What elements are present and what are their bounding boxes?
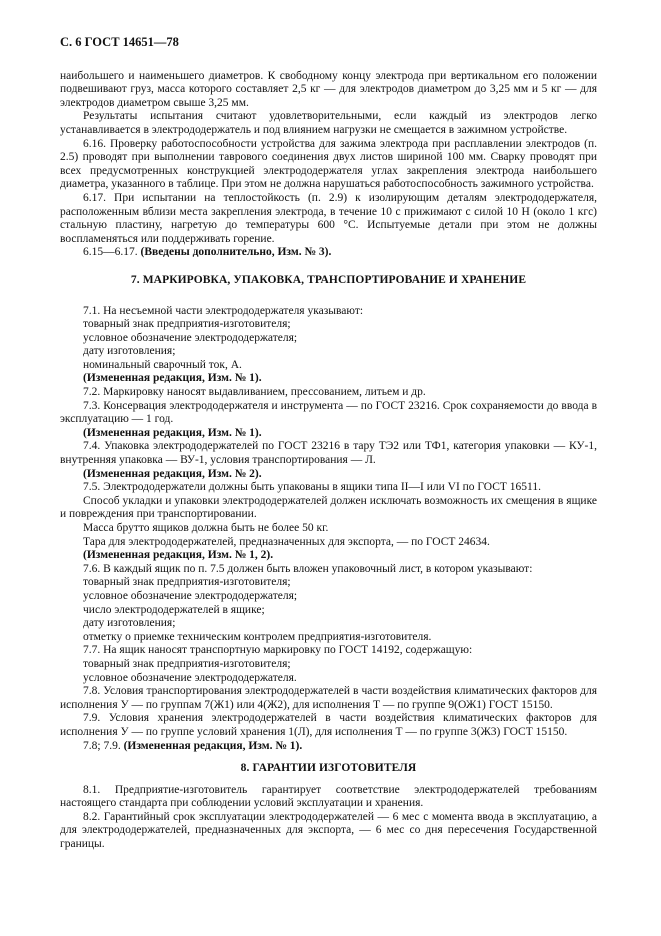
- list-item: товарный знак предприятия-изготовителя;: [83, 318, 291, 331]
- document-page: [60, 36, 597, 852]
- amendment-note: (Измененная редакция, Изм. № 1, 2).: [83, 549, 274, 562]
- list-item: дату изготовления;: [83, 345, 176, 358]
- amendment-note: (Измененная редакция, Изм. № 1).: [83, 372, 262, 385]
- page-header: С. 6 ГОСТ 14651—78: [60, 35, 179, 49]
- section-8-title: 8. ГАРАНТИИ ИЗГОТОВИТЕЛЯ: [240, 762, 417, 775]
- clause-ref: 6.15—6.17.: [83, 246, 141, 259]
- paragraph-7-4: 7.4. Упаковка электрододержателей по ГОСТ 23216 в тару ТЭ2 или ТФ1, категория упаковки — КУ-1, внутренняя упаковка — ВУ-1, условия транспортирования — Л.: [60, 440, 597, 467]
- paragraph-6-17: 6.17. При испытании на теплостойкость (п. 2.9) к изолирующим деталям электрододержателя, расположенным вблизи места закрепления электрода, в течение 10 с прижимают с силой 10 Н (около 1 кгс) стальную пластину, нагретую до температуры 600 °С. Испытуемые детали при этом не должны воспламеняться или поддерживать горение.: [60, 191, 597, 245]
- list-item: товарный знак предприятия-изготовителя;: [83, 657, 291, 670]
- paragraph-7-1: 7.1. На несъемной части электрододержателя указывают:: [83, 304, 364, 317]
- paragraph-7-8-7-9: [60, 740, 597, 754]
- list-item: число электрододержателей в ящике;: [83, 603, 265, 616]
- section-7-title: 7. МАРКИРОВКА, УПАКОВКА, ТРАНСПОРТИРОВАНИЕ И ХРАНЕНИЕ: [130, 273, 527, 286]
- amendment-note: (Измененная редакция, Изм. № 1).: [83, 426, 262, 439]
- paragraph-8-2: 8.2. Гарантийный срок эксплуатации электрододержателей — 6 мес с момента ввода в эксплуатацию, а для электрододержателей, предназначенных для экспорта, — 6 мес со дня пересечения Государственной границы.: [60, 810, 597, 851]
- amendment-note: (Измененная редакция, Изм. № 1).: [123, 739, 303, 752]
- list-item: условное обозначение электрододержателя.: [83, 671, 297, 684]
- paragraph-6-16: 6.16. Проверку работоспособности устройства для зажима электрода при расплавлении электродов (п. 2.5) проводят при выполнении таврового соединения двух листов шириной 100 мм. Сварку проводят при всех предусмотренных конструкцией электрододержателя углах закрепления электрода наибольшего диаметра, указанного в таблице. При этом не должна нарушаться работоспособность зажимного устройства.: [60, 137, 597, 191]
- amendment-note: (Измененная редакция, Изм. № 2).: [83, 467, 262, 480]
- paragraph-results: Результаты испытания считают удовлетворительными, если каждый из электродов легко устанавливается в электрододержатель и под влиянием нагрузки не смещается в зажимном устройстве.: [60, 110, 597, 136]
- paragraph-7-6: 7.6. В каждый ящик по п. 7.5 должен быть вложен упаковочный лист, в котором указывают:: [83, 562, 533, 575]
- list-item: дату изготовления;: [83, 617, 176, 630]
- amendment-note: (Введены дополнительно, Изм. № 3).: [140, 246, 332, 259]
- paragraph-7-5: 7.5. Электрододержатели должны быть упакованы в ящики типа II—I или VI по ГОСТ 16511.: [83, 481, 542, 494]
- paragraph-7-5-export: Тара для электрододержателей, предназначенных для экспорта, — по ГОСТ 24634.: [83, 535, 490, 548]
- paragraph-7-5-packing: Способ укладки и упаковки электрододержателей должен исключать возможность их смещения в ящике и повреждения при транспортировании.: [60, 494, 597, 521]
- clause-ref: 7.8; 7.9.: [83, 739, 124, 752]
- paragraph-7-7: 7.7. На ящик наносят транспортную маркировку по ГОСТ 14192, содержащую:: [83, 644, 473, 657]
- paragraph-continuation: наибольшего и наименьшего диаметров. К свободному концу электрода при вертикальном его положении подвешивают груз, масса которого составляет 2,5 кг — для электродов диаметром до 3,25 мм и 5 кг — для электродов диаметром свыше 3,25 мм.: [60, 69, 597, 109]
- list-item: номинальный сварочный ток, А.: [83, 358, 242, 371]
- paragraph-7-9: 7.9. Условия хранения электрододержателей в части воздействия климатических факторов для исполнения У — по группе условий хранения 1(Л), для исполнения Т — по группе 3(Ж3) ГОСТ 15150.: [60, 712, 597, 738]
- list-item: условное обозначение электрододержателя;: [83, 589, 298, 602]
- list-item: отметку о приемке техническим контролем предприятия-изготовителя.: [83, 630, 432, 643]
- paragraph-7-2: 7.2. Маркировку наносят выдавливанием, прессованием, литьем и др.: [83, 386, 426, 399]
- paragraph-7-3: 7.3. Консервация электрододержателя и инструмента — по ГОСТ 23216. Срок сохраняемости до ввода в эксплуатацию — 1 год.: [60, 399, 597, 426]
- paragraph-7-5-mass: Масса брутто ящиков должна быть не более 50 кг.: [83, 522, 329, 534]
- paragraph-6-15-6-17: [60, 246, 597, 260]
- paragraph-7-8: 7.8. Условия транспортирования электрододержателей в части воздействия климатических факторов для исполнения У — по группам 7(Ж1) или 4(Ж2), для исполнения Т — по группе 9(ОЖ1) ГОСТ 15150.: [60, 685, 597, 711]
- list-item: условное обозначение электрододержателя;: [83, 331, 298, 344]
- paragraph-8-1: 8.1. Предприятие-изготовитель гарантирует соответствие электрододержателей требованиям настоящего стандарта при соблюдении условий эксплуатации и хранения.: [60, 783, 597, 810]
- list-item: товарный знак предприятия-изготовителя;: [83, 576, 291, 589]
